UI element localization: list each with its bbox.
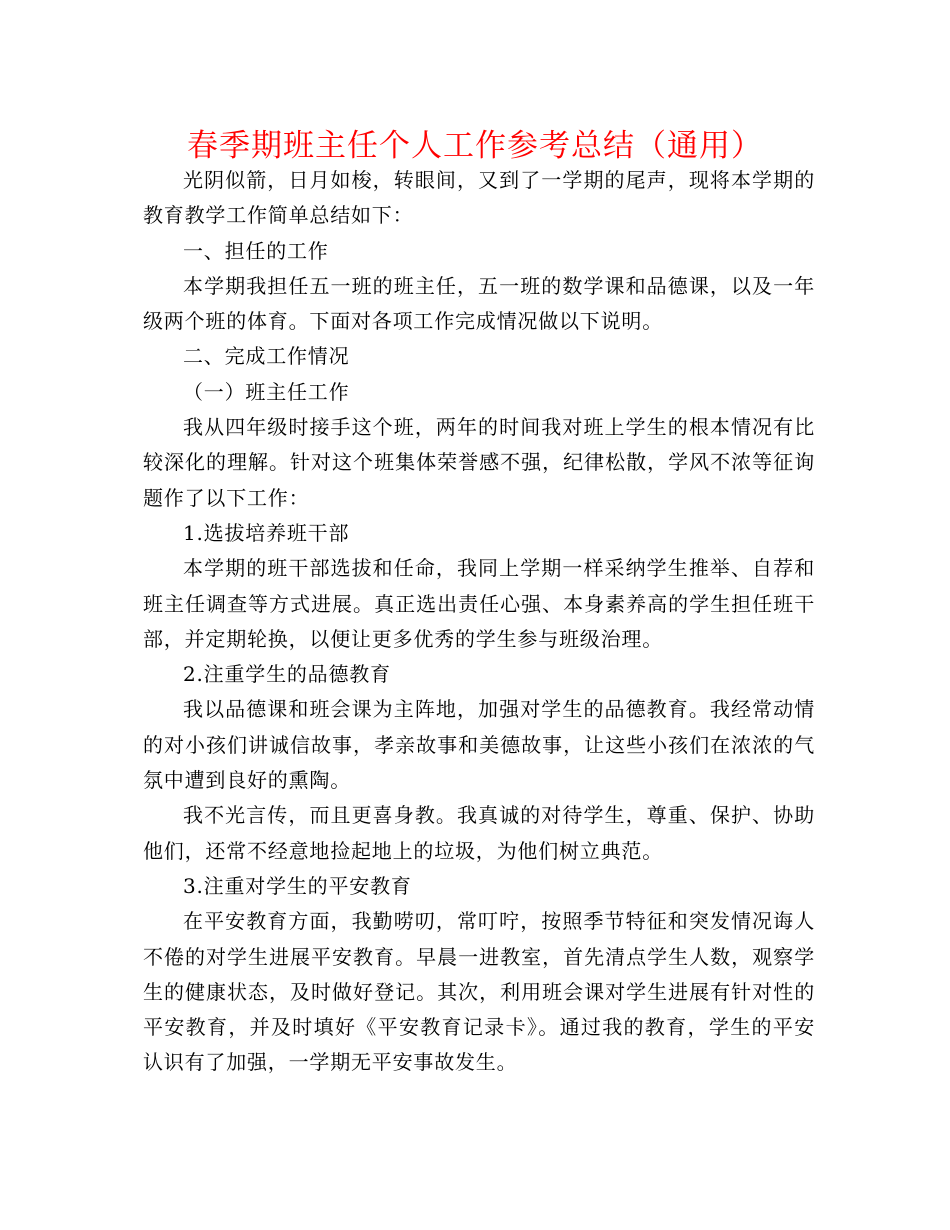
intro-paragraph: 光阴似箭，日月如梭，转眼间，又到了一学期的尾声，现将本学期的教育教学工作简单总结如下： — [143, 168, 815, 228]
body-paragraph: 我从四年级时接手这个班，两年的时间我对班上学生的根本情况有比较深化的理解。针对这个班集体荣誉感不强，纪律松散，学风不浓等征询题作了以下工作： — [143, 415, 815, 510]
body-paragraph: 本学期我担任五一班的班主任，五一班的数学课和品德课，以及一年级两个班的体育。下面对各项工作完成情况做以下说明。 — [143, 273, 815, 334]
body-paragraph: 我以品德课和班会课为主阵地，加强对学生的品德教育。我经常动情的对小孩们讲诚信故事，孝亲故事和美德故事，让这些小孩们在浓浓的气氛中遭到良好的熏陶。 — [143, 697, 815, 793]
item-heading: 1.选拔培养班干部 — [183, 520, 350, 545]
section-heading: 二、完成工作情况 — [183, 344, 350, 369]
item-heading: 2.注重学生的品德教育 — [183, 662, 391, 687]
document-title: 春季期班主任个人工作参考总结（通用） — [187, 128, 763, 164]
body-paragraph: 我不光言传，而且更喜身教。我真诚的对待学生，尊重、保护、协助他们，还常不经意地捡起地上的垃圾，为他们树立典范。 — [143, 803, 815, 863]
document-body — [143, 163, 815, 1081]
body-paragraph: 本学期的班干部选拔和任命，我同上学期一样采纳学生推举、自荐和班主任调查等方式进展。真正选出责任心强、本身素养高的学生担任班干部，并定期轮换，以便让更多优秀的学生参与班级治理。 — [143, 556, 815, 651]
body-paragraph: 在平安教育方面，我勤唠叨，常叮咛，按照季节特征和突发情况诲人不倦的对学生进展平安教育。早晨一进教室，首先清点学生人数，观察学生的健康状态，及时做好登记。其次，利用班会课对学生进展有针对性的平安教育，并及时填好《平安教育记录卡》。通过我的教育，学生的平安认识有了加强，一学期无平安事故发生。 — [143, 909, 815, 1075]
item-heading: 3.注重对学生的平安教育 — [183, 873, 412, 898]
section-heading: 一、担任的工作 — [183, 238, 329, 263]
subsection-heading: （一）班主任工作 — [183, 379, 350, 404]
